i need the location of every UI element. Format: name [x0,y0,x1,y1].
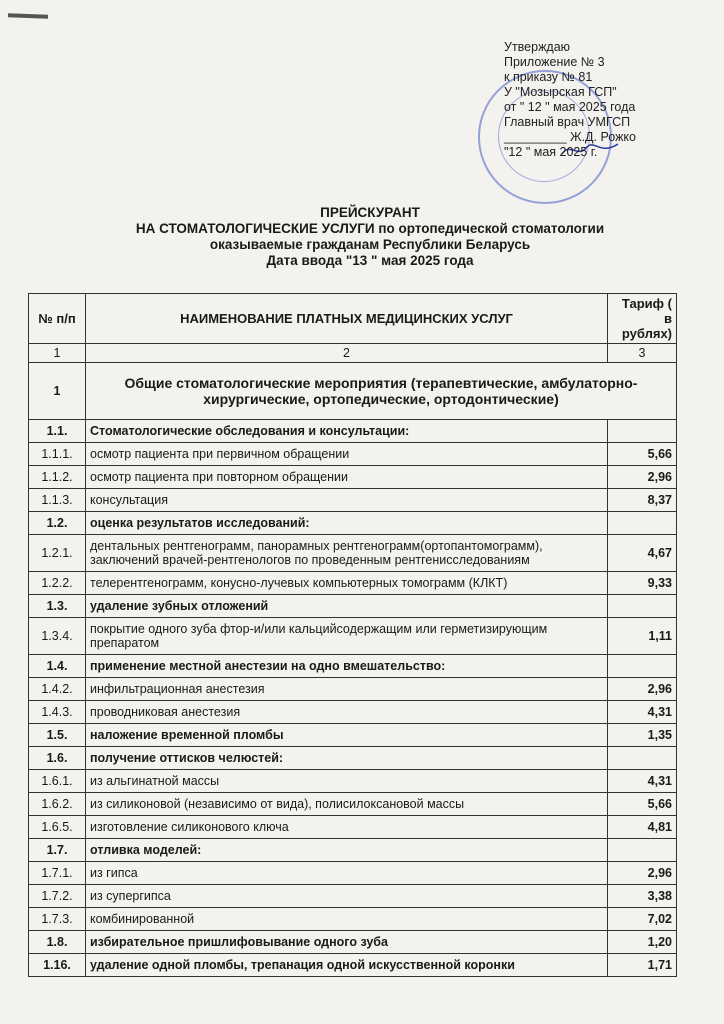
table-row [29,535,677,572]
service-name: осмотр пациента при первичном обращении [86,443,608,466]
table-row [29,701,677,724]
service-name: применение местной анестезии на одно вмешательство: [86,655,608,678]
table-row [29,908,677,931]
service-name: комбинированной [86,908,608,931]
service-price: 9,33 [608,572,677,595]
row-number: 1.16. [29,954,86,977]
service-price: 1,35 [608,724,677,747]
header-num: № п/п [29,294,86,344]
row-number: 1.6.5. [29,816,86,839]
approval-line: от " 12 " мая 2025 года [504,100,636,114]
service-name: получение оттисков челюстей: [86,747,608,770]
table-row [29,770,677,793]
row-number: 1.1.1. [29,443,86,466]
approval-line: _________ Ж.Д. Рожко [504,130,636,144]
table-row [29,931,677,954]
table-row [29,420,677,443]
service-price [608,420,677,443]
table-row [29,655,677,678]
service-name: из альгинатной массы [86,770,608,793]
service-price [608,655,677,678]
table-row [29,724,677,747]
table-row [29,885,677,908]
col-number: 3 [608,344,677,363]
title-line: НА СТОМАТОЛОГИЧЕСКИЕ УСЛУГИ по ортопедической стоматологии [135,221,605,236]
category-num: 1 [29,363,86,420]
title-line: ПРЕЙСКУРАНТ [320,205,420,220]
table-row [29,466,677,489]
row-number: 1.7. [29,839,86,862]
table-row [29,747,677,770]
title-line: Дата ввода "13 " мая 2025 года [266,253,474,268]
table-row [29,595,677,618]
row-number: 1.4.2. [29,678,86,701]
approval-block [504,40,714,160]
row-number: 1.8. [29,931,86,954]
table-row [29,816,677,839]
col-number: 1 [29,344,86,363]
row-number: 1.4. [29,655,86,678]
service-name: наложение временной пломбы [86,724,608,747]
service-price [608,512,677,535]
row-number: 1.6.1. [29,770,86,793]
row-number: 1.6.2. [29,793,86,816]
service-name: консультация [86,489,608,512]
row-number: 1.5. [29,724,86,747]
service-price: 2,96 [608,466,677,489]
service-price: 2,96 [608,678,677,701]
service-price: 4,81 [608,816,677,839]
table-row [29,618,677,655]
service-price: 8,37 [608,489,677,512]
service-name: из гипса [86,862,608,885]
row-number: 1.4.3. [29,701,86,724]
approval-line: "12 " мая 2025 г. [504,145,598,159]
approval-line: У "Мозырская ГСП" [504,85,617,99]
service-name: из супергипса [86,885,608,908]
row-number: 1.7.2. [29,885,86,908]
service-name: избирательное пришлифовывание одного зуба [86,931,608,954]
service-name: Стоматологические обследования и консультации: [86,420,608,443]
table-row [29,443,677,466]
service-price: 7,02 [608,908,677,931]
table-row [29,512,677,535]
col-number: 2 [86,344,608,363]
price-table [28,293,677,977]
table-row [29,678,677,701]
table-row [29,839,677,862]
table-row [29,572,677,595]
service-price: 4,67 [608,535,677,572]
table-row [29,489,677,512]
header-name: НАИМЕНОВАНИЕ ПЛАТНЫХ МЕДИЦИНСКИХ УСЛУГ [86,294,608,344]
service-name: покрытие одного зуба фтор-и/или кальцийсодержащим или герметизирующим препаратом [86,618,608,655]
service-name: удаление зубных отложений [86,595,608,618]
table-row [29,862,677,885]
approval-line: Утверждаю [504,40,571,54]
approval-line: Приложение № 3 [504,55,605,69]
service-name: телерентгенограмм, конусно-лучевых компьютерных томограмм (КЛКТ) [86,572,608,595]
category-title: Общие стоматологические мероприятия (терапевтические, амбулаторно-хирургические, ортопедические, ортодонтические) [86,363,677,420]
document-title [60,205,680,269]
service-name: осмотр пациента при повторном обращении [86,466,608,489]
title-line: оказываемые гражданам Республики Беларусь [209,237,531,252]
approval-line: к приказу № 81 [504,70,593,84]
header-price: Тариф ( в рублях) [608,294,677,344]
service-price: 4,31 [608,770,677,793]
row-number: 1.2.1. [29,535,86,572]
service-name: оценка результатов исследований: [86,512,608,535]
service-price: 5,66 [608,443,677,466]
table-row [29,954,677,977]
row-number: 1.1.2. [29,466,86,489]
service-price [608,595,677,618]
service-price: 1,20 [608,931,677,954]
approval-line: Главный врач УМГСП [504,115,631,129]
row-number: 1.7.1. [29,862,86,885]
service-price: 1,11 [608,618,677,655]
service-price [608,747,677,770]
service-name: дентальных рентгенограмм, панорамных рентгенограмм(ортопантомограмм), заключений врачей-рентгенологов по проведенным рентгенисследованиям [86,535,608,572]
scan-mark [8,13,48,18]
row-number: 1.1.3. [29,489,86,512]
service-price [608,839,677,862]
service-price: 1,71 [608,954,677,977]
service-price: 3,38 [608,885,677,908]
service-price: 5,66 [608,793,677,816]
service-price: 2,96 [608,862,677,885]
row-number: 1.1. [29,420,86,443]
row-number: 1.2.2. [29,572,86,595]
service-name: из силиконовой (независимо от вида), полисилоксановой массы [86,793,608,816]
row-number: 1.3.4. [29,618,86,655]
row-number: 1.2. [29,512,86,535]
service-name: изготовление силиконового ключа [86,816,608,839]
service-name: инфильтрационная анестезия [86,678,608,701]
row-number: 1.7.3. [29,908,86,931]
row-number: 1.3. [29,595,86,618]
table-row [29,793,677,816]
service-price: 4,31 [608,701,677,724]
row-number: 1.6. [29,747,86,770]
service-name: удаление одной пломбы, трепанация одной искусственной коронки [86,954,608,977]
service-name: отливка моделей: [86,839,608,862]
service-name: проводниковая анестезия [86,701,608,724]
